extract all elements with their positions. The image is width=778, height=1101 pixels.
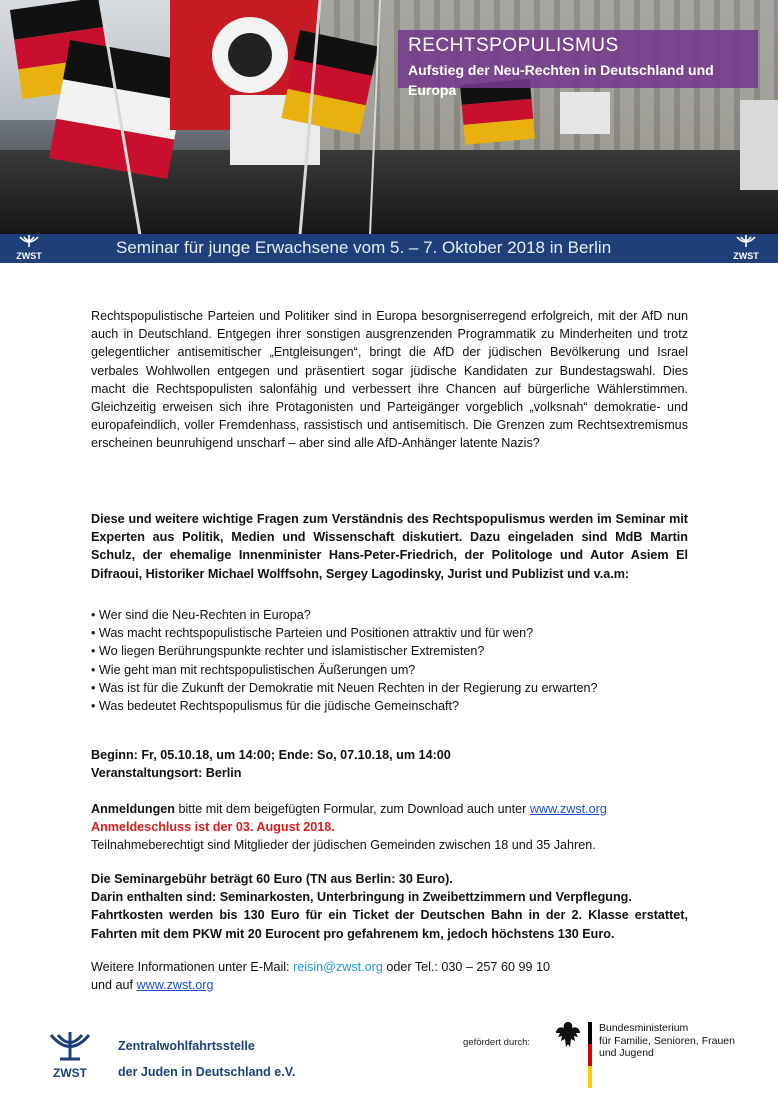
fees-line-3: Fahrtkosten werden bis 130 Euro für ein Ticket der Deutschen Bahn in der 2. Klasse erstattet, Fahrten mit dem PKW mit 20 Eurocent pro gefahrenem km, jedoch höchstens 130 Euro. [91, 908, 688, 941]
fees-block [91, 870, 688, 943]
zwst-logo-right-text: ZWST [733, 251, 759, 261]
zwst-footer-logo-icon [48, 1032, 92, 1080]
fees-line-1: Die Seminargebühr beträgt 60 Euro (TN aus Berlin: 30 Euro). [91, 872, 453, 886]
zwst-footer-logo-text: ZWST [53, 1066, 87, 1080]
fees-line-2: Darin enthalten sind: Seminarkosten, Unterbringung in Zweibettzimmern und Verpflegung. [91, 890, 632, 905]
ministry-line-2: für Familie, Senioren, Frauen [599, 1034, 735, 1047]
contact-block [91, 958, 688, 994]
zwst-logo-left-icon [14, 235, 44, 261]
contact-phone: oder Tel.: 030 – 257 60 99 10 [382, 960, 550, 974]
banner-title: RECHTSPOPULISMUS [408, 35, 619, 56]
ministry-line-3: und Jugend [599, 1047, 654, 1059]
registration-label: Anmeldungen [91, 802, 175, 816]
contact-line [91, 958, 688, 976]
list-item: • Wie geht man mit rechtspopulistischen Äußerungen um? [91, 662, 416, 677]
organization-name [118, 1033, 295, 1085]
ministry-name [599, 1022, 735, 1060]
registration-eligibility: Teilnahmeberechtigt sind Mitglieder der jüdischen Gemeinden zwischen 18 und 35 Jahren. [91, 838, 596, 853]
registration-line [91, 800, 688, 818]
sponsor-label: gefördert durch: [463, 1037, 531, 1048]
zwst-logo-left-text: ZWST [16, 251, 42, 261]
registration-link[interactable]: www.zwst.org [529, 802, 607, 816]
list-item: • Wo liegen Berührungspunkte rechter und islamistischer Extremisten? [91, 644, 485, 659]
intro-paragraph: Rechtspopulistische Parteien und Politiker sind in Europa besorgniserregend erfolgreich, mit der AfD nun auch in Deutschland. Entgegen ihrer sonstigen ausgrenzenden Programmatik zu Minderheiten und trotz gelegentlicher antisemitischer „Entgleisungen“, bringt die AfD der jüdischen Bevölkerung und Israel verbales Wohlwollen entgegen und präsentiert sogar jüdische Kandidaten zur Bundestagswahl. Dies macht die Rechtspopulisten salonfähig und verbessert ihre Chancen auf bürgerliche Wählerstimmen. Gleichzeitig erweisen sich ihre Protagonisten und Parteigänger vorgeblich „volksnah“ demokratie- und europafeindlich, voller Fremdenhass, rassistisch und antisemitisch. Die Grenzen zum Rechtsextremismus erscheinen beunruhigend unscharf – aber sind alle AfD-Anhänger latente Nazis? [91, 309, 688, 451]
german-flag-bar [588, 1022, 592, 1088]
list-item: • Was ist für die Zukunft der Demokratie mit Neuen Rechten in der Regierung zu erwarten? [91, 680, 598, 695]
banner-title-box [398, 30, 758, 98]
org-line-1: Zentralwohlfahrtsstelle [118, 1039, 255, 1053]
list-item: • Was bedeutet Rechtspopulismus für die jüdische Gemeinschaft? [91, 699, 459, 714]
schedule-location: Veranstaltungsort: Berlin [91, 766, 242, 781]
contact-prefix: Weitere Informationen unter E-Mail: [91, 960, 294, 974]
question-list [91, 606, 688, 715]
registration-text: bitte mit dem beigefügten Formular, zum Download auch unter [174, 802, 530, 816]
org-line-2: der Juden in Deutschland e.V. [118, 1065, 296, 1079]
list-item: • Wer sind die Neu-Rechten in Europa? [91, 608, 311, 622]
banner-subtitle: Aufstieg der Neu-Rechten in Deutschland und Europa [408, 62, 714, 98]
header-banner-photo [0, 0, 778, 263]
schedule-dates: Beginn: Fr, 05.10.18, um 14:00; Ende: So, 07.10.18, um 14:00 [91, 748, 451, 762]
seminar-date-text: Seminar für junge Erwachsene vom 5. – 7. Oktober 2018 in Berlin [116, 238, 612, 257]
banner-info-strip [0, 234, 778, 263]
list-item: • Was macht rechtspopulistische Parteien und Positionen attraktiv und für wen? [91, 626, 534, 641]
contact-web-link[interactable]: www.zwst.org [136, 978, 214, 993]
federal-eagle-icon [555, 1020, 581, 1050]
registration-block [91, 800, 688, 855]
ministry-line-1: Bundesministerium [599, 1022, 689, 1034]
schedule-block [91, 746, 688, 782]
experts-paragraph: Diese und weitere wichtige Fragen zum Verständnis des Rechtspopulismus werden im Seminar mit Experten aus Politik, Medien und Wissenschaft diskutiert. Dazu eingeladen sind MdB Martin Schulz, der ehemalige Innenminister Hans-Peter-Friedrich, der Politologe und Autor Asiem El Difraoui, Historiker Michael Wolffsohn, Sergey Lagodinsky, Jurist und Publizist und v.a.m: [91, 512, 688, 581]
contact-web-prefix: und auf [91, 978, 137, 993]
registration-deadline: Anmeldeschluss ist der 03. August 2018. [91, 820, 335, 835]
contact-email-link[interactable]: reisin@zwst.org [293, 960, 383, 974]
zwst-logo-right-icon [731, 235, 761, 261]
contact-web-line [91, 976, 688, 994]
